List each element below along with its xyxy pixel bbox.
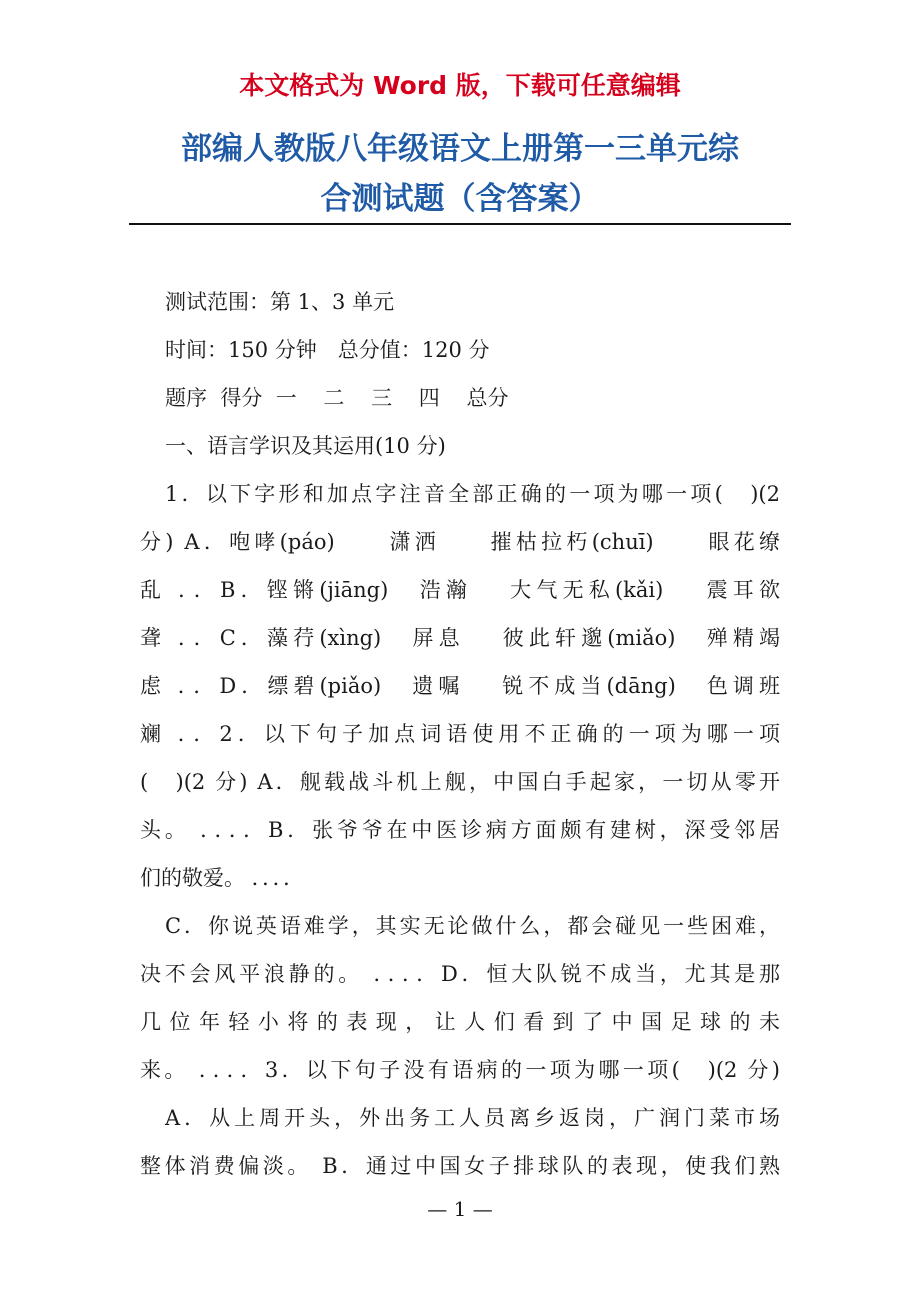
body-line: 决不会风平浪静的。 ．．．．D．恒大队锐不成当，尤其是那 — [140, 962, 780, 986]
body-line: 斓 ．．2．以下句子加点词语使用不正确的一项为哪一项 — [140, 722, 780, 746]
body-line: 乱 ．．B．铿锵(jiāng) 浩瀚 大气无私(kǎi) 震耳欲 — [140, 578, 780, 602]
body-line: 整体消费偏淡。 B．通过中国女子排球队的表现，使我们熟 — [140, 1154, 780, 1178]
body-line: 们的敬爱。 ．．．． — [140, 866, 305, 890]
body-line: 虑 ．．D．缥碧(piǎo) 遗嘱 锐不成当(dāng) 色调班 — [140, 674, 780, 698]
body-line: 1．以下字形和加点字注音全部正确的一项为哪一项( )(2 — [165, 482, 780, 506]
body-line: C．你说英语难学，其实无论做什么，都会碰见一些困难， — [165, 914, 780, 938]
test-time-and-score: 时间：150 分钟 总分值：120 分 — [165, 338, 490, 362]
section-heading: 一、语言学识及其运用(10 分) — [165, 434, 446, 458]
body-line: A．从上周开头，外出务工人员离乡返岗，广润门菜市场 — [165, 1106, 780, 1130]
page-number: — 1 — — [427, 1197, 493, 1221]
body-line: 来。 ．．．．3．以下句子没有语病的一项为哪一项( )(2 分) — [140, 1058, 780, 1082]
editable-format-banner: 本文格式为 Word 版，下载可任意编辑 — [239, 71, 681, 100]
body-line: ( )(2 分) A．舰载战斗机上舰，中国白手起家，一切从零开 — [140, 770, 780, 794]
score-table-row: 题序 得分 一 二 三 四 总分 — [165, 386, 509, 410]
body-line: 分) A．咆哮(páo) 潇洒 摧枯拉朽(chuī) 眼花缭 — [140, 530, 780, 554]
test-scope: 测试范围：第 1、3 单元 — [165, 290, 395, 314]
title-divider — [129, 223, 791, 225]
body-line: 聋 ．．C．藻荇(xìng) 屏息 彼此轩邈(miǎo) 殚精竭 — [140, 626, 780, 650]
title-line-1: 部编人教版八年级语文上册第一三单元综 — [181, 131, 739, 167]
body-line: 头。 ．．．．B．张爷爷在中医诊病方面颇有建树，深受邻居 — [140, 818, 780, 842]
title-line-2: 合测试题（含答案） — [320, 181, 600, 217]
document-title — [0, 124, 920, 224]
document-body — [140, 278, 780, 1190]
body-line: 几位年轻小将的表现，让人们看到了中国足球的未 — [140, 1010, 780, 1034]
